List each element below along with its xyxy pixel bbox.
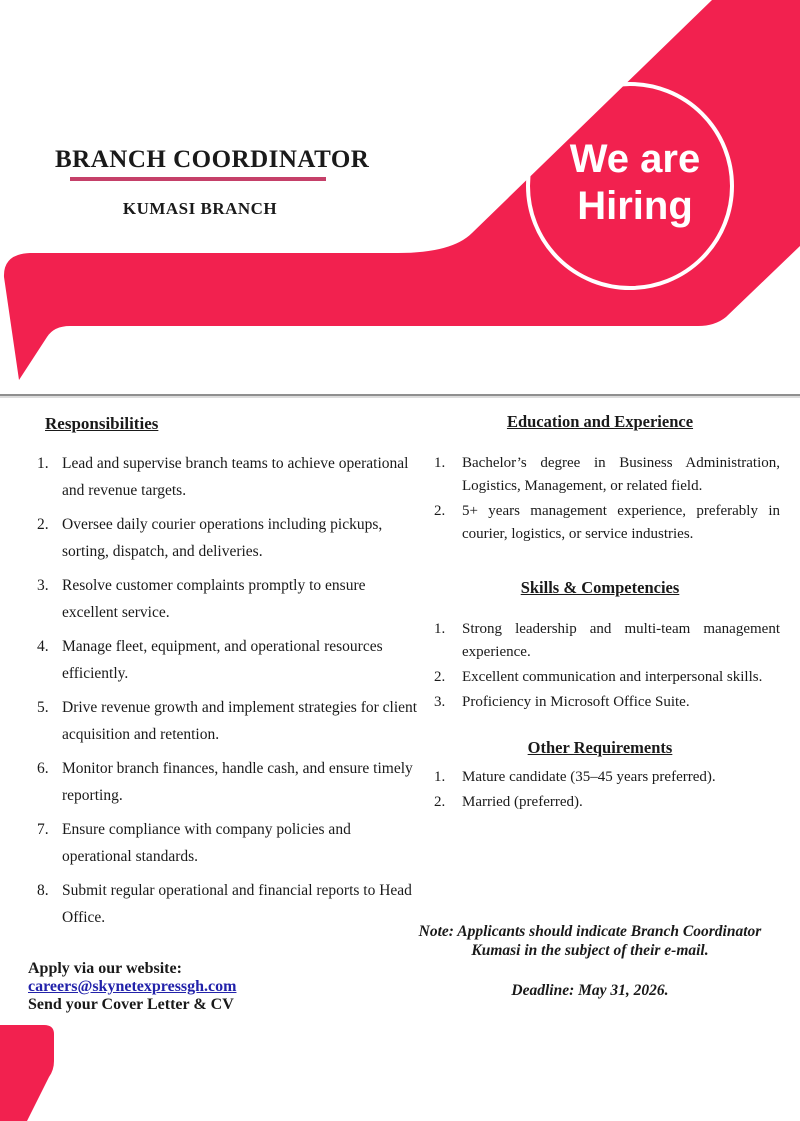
title-underline [70, 177, 326, 181]
title-block [55, 146, 370, 219]
branch-subtitle: KUMASI BRANCH [122, 199, 278, 218]
other-requirements-list [432, 766, 780, 814]
list-item: Oversee daily courier operations including pickups, sorting, dispatch, and deliveries. [62, 516, 383, 560]
education-heading: Education and Experience [506, 412, 694, 431]
note-line1: Note: Applicants should indicate Branch Coordinator [418, 923, 762, 940]
list-item: Strong leadership and multi-team management experience. [462, 621, 780, 660]
list-item: Drive revenue growth and implement strategies for client acquisition and retention. [62, 699, 418, 743]
skills-list [432, 618, 780, 714]
list-item: Bachelor’s degree in Business Administration, Logistics, Management, or related field. [462, 455, 780, 494]
education-list [432, 452, 780, 546]
list-item: Proficiency in Microsoft Office Suite. [462, 694, 690, 710]
list-item: Submit regular operational and financial reports to Head Office. [62, 882, 412, 926]
other-requirements-section [432, 738, 780, 814]
skills-heading: Skills & Competencies [520, 578, 680, 597]
hiring-badge-line2: Hiring [577, 184, 693, 228]
skills-section [432, 578, 780, 714]
list-item: Resolve customer complaints promptly to ensure excellent service. [62, 577, 366, 621]
list-item: 5+ years management experience, preferably in courier, logistics, or service industries. [462, 503, 780, 542]
list-item: Mature candidate (35–45 years preferred). [462, 769, 716, 785]
hiring-badge [515, 136, 755, 230]
list-item: Monitor branch finances, handle cash, and ensure timely reporting. [62, 760, 413, 804]
apply-block [28, 960, 236, 1014]
responsibilities-section [35, 414, 419, 938]
corner-accent-shape [0, 1025, 54, 1121]
section-divider [0, 394, 800, 398]
list-item: Ensure compliance with company policies and operational standards. [62, 821, 351, 865]
list-item: Excellent communication and interpersonal skills. [462, 669, 763, 685]
responsibilities-list [35, 450, 419, 931]
list-item: Lead and supervise branch teams to achieve operational and revenue targets. [62, 455, 409, 499]
deadline-text: Deadline: May 31, 2026. [511, 982, 669, 999]
apply-cover-letter-instruction: Send your Cover Letter & CV [28, 996, 234, 1013]
apply-email-link[interactable]: careers@skynetexpressgh.com [28, 978, 237, 995]
hiring-badge-line1: We are [569, 137, 701, 181]
list-item: Manage fleet, equipment, and operational resources efficiently. [62, 638, 383, 682]
responsibilities-heading: Responsibilities [45, 414, 159, 433]
corner-accent-graphic [0, 1021, 80, 1121]
education-section [432, 412, 780, 546]
other-requirements-heading: Other Requirements [527, 738, 673, 757]
requirements-column [432, 412, 780, 816]
list-item: Married (preferred). [462, 794, 583, 810]
apply-instruction: Apply via our website: [28, 960, 182, 977]
job-title: BRANCH COORDINATOR [55, 146, 370, 173]
note-line2: Kumasi in the subject of their e-mail. [471, 942, 709, 959]
note-block [380, 922, 800, 1000]
